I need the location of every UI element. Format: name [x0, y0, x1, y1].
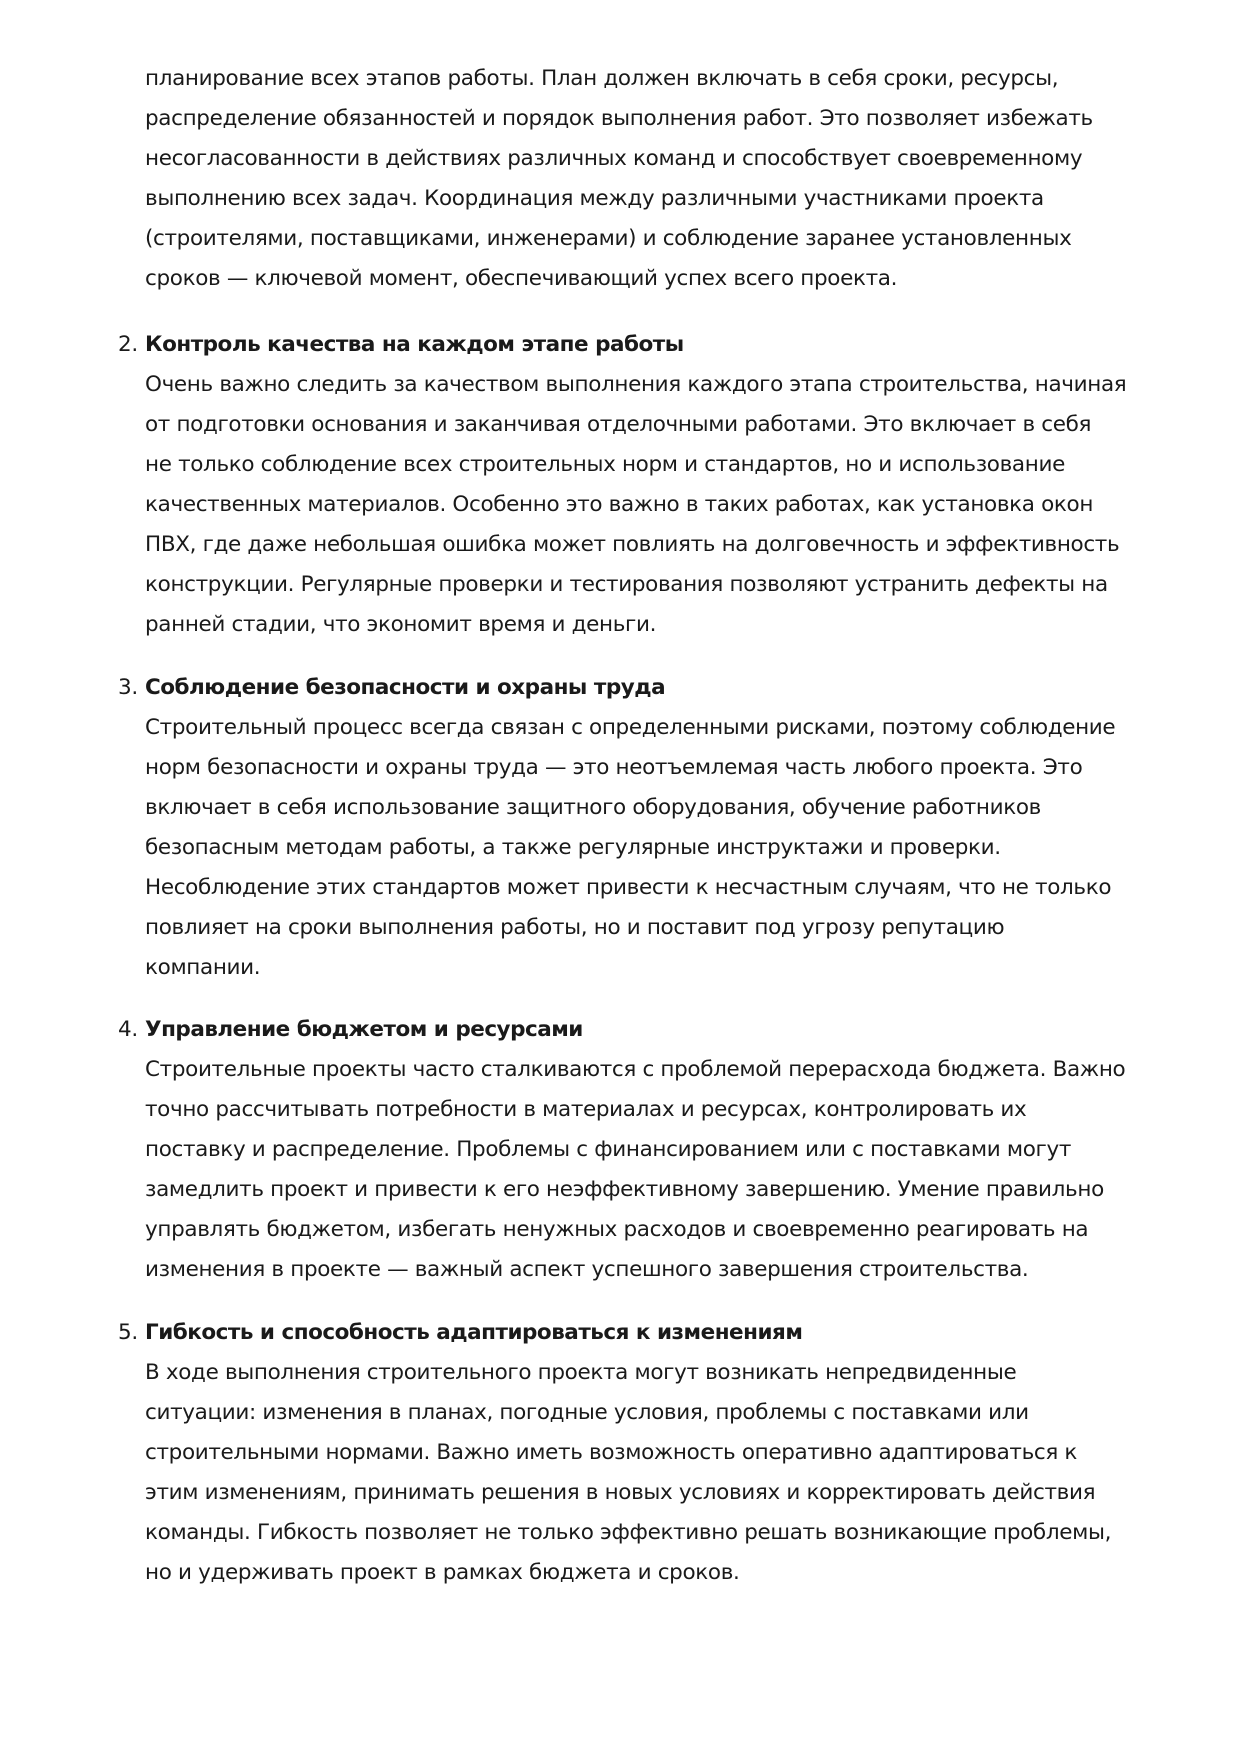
text-line: Строительный процесс всегда связан с определенными рисками, поэтому соблюдение [145, 715, 1116, 740]
list-item-number: 3. [118, 675, 138, 700]
intro-paragraph [145, 59, 1145, 299]
list-item-body [145, 365, 1145, 645]
text-line: сроков — ключевой момент, обеспечивающий успех всего проекта. [145, 266, 898, 291]
text-line: этим изменениям, принимать решения в новых условиях и корректировать действия [145, 1480, 1096, 1505]
list-item-body [145, 1050, 1145, 1290]
text-line: команды. Гибкость позволяет не только эффективно решать возникающие проблемы, [145, 1520, 1112, 1545]
text-line: ранней стадии, что экономит время и деньги. [145, 612, 657, 637]
text-line: несогласованности в действиях различных команд и способствует своевременному [145, 146, 1083, 171]
list-item-number: 4. [118, 1017, 138, 1042]
text-line: повлияет на сроки выполнения работы, но и поставит под угрозу репутацию [145, 915, 1005, 940]
list-item-body [145, 708, 1145, 988]
text-line: точно рассчитывать потребности в материалах и ресурсах, контролировать их [145, 1097, 1027, 1122]
text-line: изменения в проекте — важный аспект успешного завершения строительства. [145, 1257, 1029, 1282]
list-item-number: 2. [118, 332, 138, 357]
list-item-body [145, 1353, 1145, 1593]
text-line: качественных материалов. Особенно это важно в таких работах, как установка окон [145, 492, 1094, 517]
list-item-title: Управление бюджетом и ресурсами [145, 1017, 583, 1042]
text-line: В ходе выполнения строительного проекта могут возникать непредвиденные [145, 1360, 1017, 1385]
text-line: распределение обязанностей и порядок выполнения работ. Это позволяет избежать [145, 106, 1093, 131]
text-line: Очень важно следить за качеством выполнения каждого этапа строительства, начиная [145, 372, 1127, 397]
text-line: но и удерживать проект в рамках бюджета и сроков. [145, 1560, 740, 1585]
list-item-number: 5. [118, 1320, 138, 1345]
text-line: поставку и распределение. Проблемы с финансированием или с поставками могут [145, 1137, 1072, 1162]
text-line: не только соблюдение всех строительных норм и стандартов, но и использование [145, 452, 1065, 477]
text-line: ПВХ, где даже небольшая ошибка может повлиять на долговечность и эффективность [145, 532, 1120, 557]
text-line: конструкции. Регулярные проверки и тестирования позволяют устранить дефекты на [145, 572, 1108, 597]
text-line: безопасным методам работы, а также регулярные инструктажи и проверки. [145, 835, 1001, 860]
text-line: от подготовки основания и заканчивая отделочными работами. Это включает в себя [145, 412, 1092, 437]
text-line: замедлить проект и привести к его неэффективному завершению. Умение правильно [145, 1177, 1104, 1202]
text-line: планирование всех этапов работы. План должен включать в себя сроки, ресурсы, [145, 66, 1059, 91]
text-line: Строительные проекты часто сталкиваются с проблемой перерасхода бюджета. Важно [145, 1057, 1126, 1082]
text-line: строительными нормами. Важно иметь возможность оперативно адаптироваться к [145, 1440, 1078, 1465]
text-line: выполнению всех задач. Координация между различными участниками проекта [145, 186, 1044, 211]
list-item-title: Гибкость и способность адаптироваться к изменениям [145, 1320, 803, 1345]
list-item-title: Соблюдение безопасности и охраны труда [145, 675, 666, 700]
text-line: норм безопасности и охраны труда — это неотъемлемая часть любого проекта. Это [145, 755, 1083, 780]
text-line: включает в себя использование защитного оборудования, обучение работников [145, 795, 1041, 820]
text-line: управлять бюджетом, избегать ненужных расходов и своевременно реагировать на [145, 1217, 1089, 1242]
text-line: компании. [145, 955, 261, 980]
list-item-title: Контроль качества на каждом этапе работы [145, 332, 684, 357]
text-line: ситуации: изменения в планах, погодные условия, проблемы с поставками или [145, 1400, 1029, 1425]
text-line: (строителями, поставщиками, инженерами) и соблюдение заранее установленных [145, 226, 1072, 251]
text-line: Несоблюдение этих стандартов может привести к несчастным случаям, что не только [145, 875, 1112, 900]
